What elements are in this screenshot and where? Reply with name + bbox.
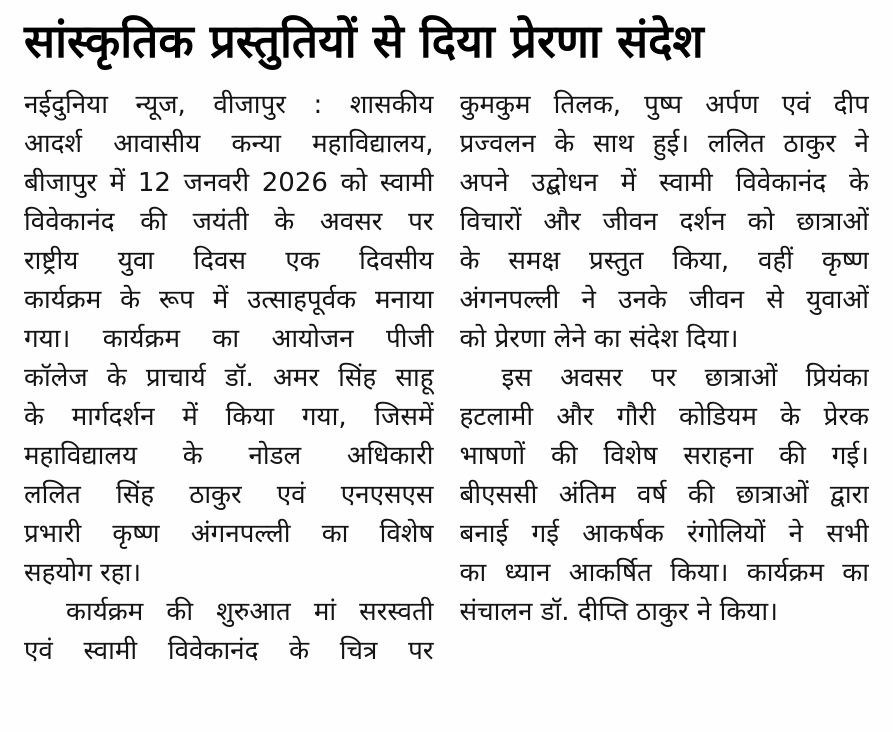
article-line: महाविद्यालय के नोडल अधिकारी <box>24 440 434 471</box>
article-line: बनाई गई आकर्षक रंगोलियों ने सभी <box>459 518 869 549</box>
article-headline: सांस्कृतिक प्रस्तुतियों से दिया प्रेरणा संदेश <box>24 14 704 68</box>
article-line: ललित सिंह ठाकुर एवं एनएसएस <box>24 479 434 510</box>
article-line: प्रज्वलन के साथ हुई। ललित ठाकुर ने <box>459 128 869 159</box>
article-line: कार्यक्रम की शुरुआत मां सरस्वती <box>66 596 434 627</box>
article-line: एवं स्वामी विवेकानंद के चित्र पर <box>24 635 434 666</box>
article-line: के समक्ष प्रस्तुत किया, वहीं कृष्ण <box>459 245 869 276</box>
article-line: बीएससी अंतिम वर्ष की छात्राओं द्वारा <box>459 479 869 510</box>
article-line: गया। कार्यक्रम का आयोजन पीजी <box>24 323 434 354</box>
article-line: विवेकानंद की जयंती के अवसर पर <box>24 206 434 237</box>
article-line: आदर्श आवासीय कन्या महाविद्यालय, <box>24 128 434 159</box>
article-line: राष्ट्रीय युवा दिवस एक दिवसीय <box>24 245 434 276</box>
article-body <box>24 86 869 671</box>
article-line: बीजापुर में 12 जनवरी 2026 को स्वामी <box>24 167 434 198</box>
article-column-left <box>24 86 434 671</box>
article-line: हटलामी और गौरी कोडियम के प्रेरक <box>459 401 869 432</box>
article-column-right <box>460 86 870 671</box>
article-line: भाषणों की विशेष सराहना की गई। <box>459 440 869 471</box>
article-line: अपने उद्बोधन में स्वामी विवेकानंद के <box>459 167 869 198</box>
paragraph-1 <box>24 86 434 593</box>
article-line: के मार्गदर्शन में किया गया, जिसमें <box>24 401 434 432</box>
paragraph-3 <box>460 86 870 359</box>
paragraph-2 <box>24 593 434 671</box>
article-line: सहयोग रहा। <box>24 557 142 588</box>
article-line: नईदुनिया न्यूज, वीजापुर : शासकीय <box>24 89 434 120</box>
article-line: कार्यक्रम के रूप में उत्साहपूर्वक मनाया <box>24 284 434 315</box>
article-line: संचालन डॉ. दीप्ति ठाकुर ने किया। <box>459 596 778 627</box>
article-line: का ध्यान आकर्षित किया। कार्यक्रम का <box>459 557 869 588</box>
article-line: कुमकुम तिलक, पुष्प अर्पण एवं दीप <box>459 89 869 120</box>
article-line: इस अवसर पर छात्राओं प्रियंका <box>501 362 869 393</box>
article-line: प्रभारी कृष्ण अंगनपल्ली का विशेष <box>24 518 434 549</box>
article-line: अंगनपल्ली ने उनके जीवन से युवाओं <box>459 284 869 315</box>
article-line: विचारों और जीवन दर्शन को छात्राओं <box>459 206 869 237</box>
article-line: कॉलेज के प्राचार्य डॉ. अमर सिंह साहू <box>24 362 434 393</box>
paragraph-4 <box>460 359 870 632</box>
article-line: को प्रेरणा लेने का संदेश दिया। <box>459 323 739 354</box>
